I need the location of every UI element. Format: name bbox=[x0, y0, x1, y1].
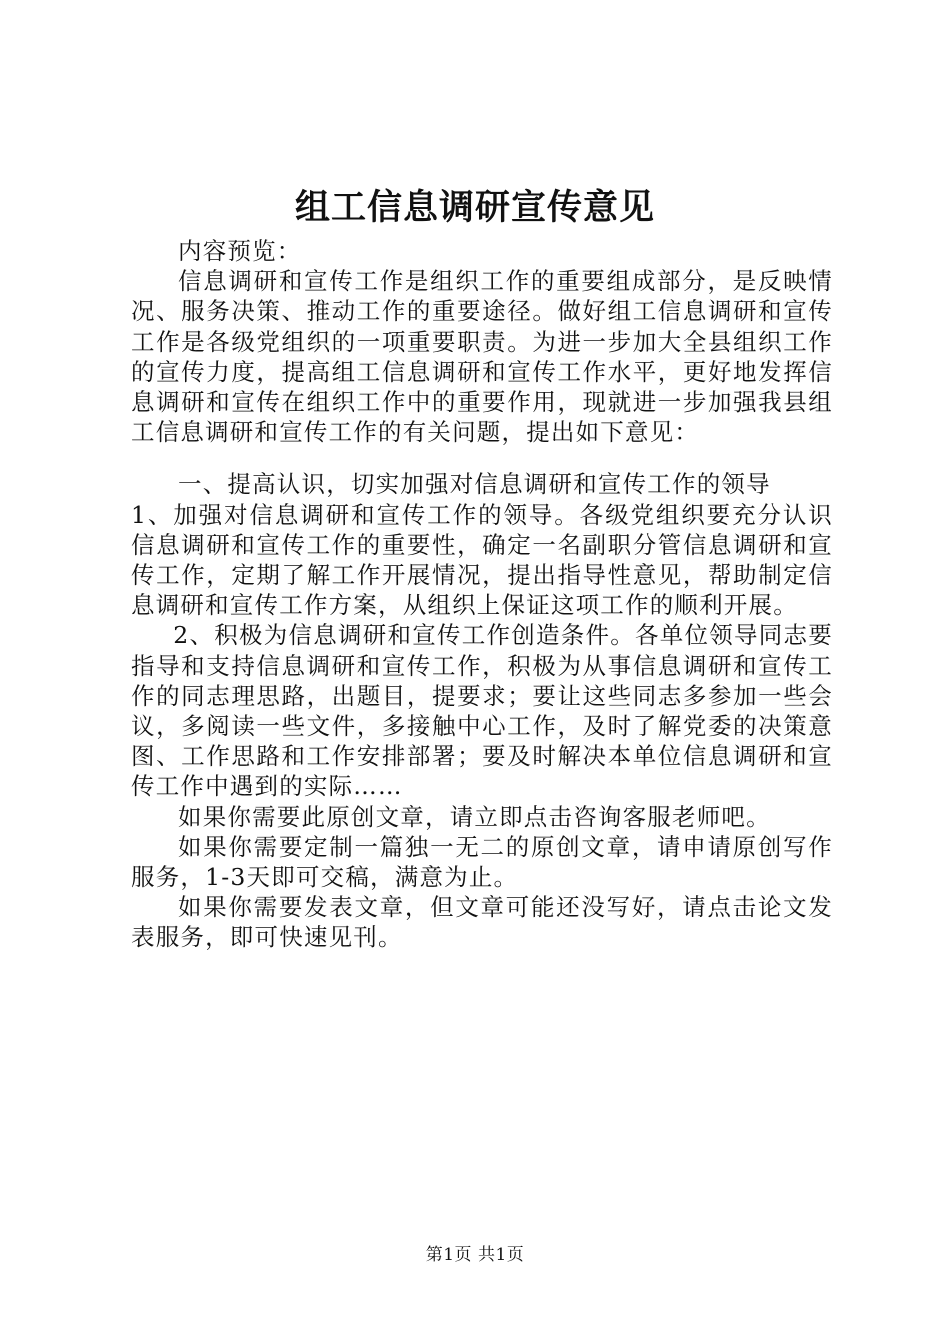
preview-label: 内容预览： bbox=[178, 237, 302, 265]
section-heading: 一、提高认识，切实加强对信息调研和宣传工作的领导 bbox=[178, 470, 771, 499]
promo-custom-writing-link[interactable]: 如果你需要定制一篇独一无二的原创文章，请申请原创写作服务，1-3天即可交稿，满意为止。 bbox=[131, 832, 833, 892]
promo-publish-link[interactable]: 如果你需要发表文章，但文章可能还没写好，请点击论文发表服务，即可快速见刊。 bbox=[131, 893, 833, 952]
section-item-2: 2、积极为信息调研和宣传工作创造条件。各单位领导同志要指导和支持信息调研和宣传工作，积极为从事信息调研和宣传工作的同志理思路，出题目，提要求；要让这些同志多参加一些会议，多阅读一些文件，多接触中心工作，及时了解党委的决策意图、工作思路和工作安排部署；要及时解决本单位信息调研和宣传工作中遇到的实际…… bbox=[131, 621, 833, 801]
intro-paragraph: 信息调研和宣传工作是组织工作的重要组成部分，是反映情况、服务决策、推动工作的重要途径。做好组工信息调研和宣传工作是各级党组织的一项重要职责。为进一步加大全县组织工作的宣传力度，提高组工信息调研和宣传工作水平，更好地发挥信息调研和宣传在组织工作中的重要作用，现就进一步加强我县组工信息调研和宣传工作的有关问题，提出如下意见： bbox=[131, 267, 833, 447]
promo-consult-link[interactable]: 如果你需要此原创文章，请立即点击咨询客服老师吧。 bbox=[178, 802, 771, 831]
document-body bbox=[131, 236, 833, 953]
section-item-1: 1、加强对信息调研和宣传工作的领导。各级党组织要充分认识信息调研和宣传工作的重要性，确定一名副职分管信息调研和宣传工作，定期了解工作开展情况，提出指导性意见，帮助制定信息调研和宣传工作方案，从组织上保证这项工作的顺利开展。 bbox=[131, 500, 833, 620]
paragraph-gap bbox=[131, 447, 833, 469]
page-footer: 第1页 共1页 bbox=[425, 1245, 525, 1265]
document-title: 组工信息调研宣传意见 bbox=[294, 187, 655, 228]
